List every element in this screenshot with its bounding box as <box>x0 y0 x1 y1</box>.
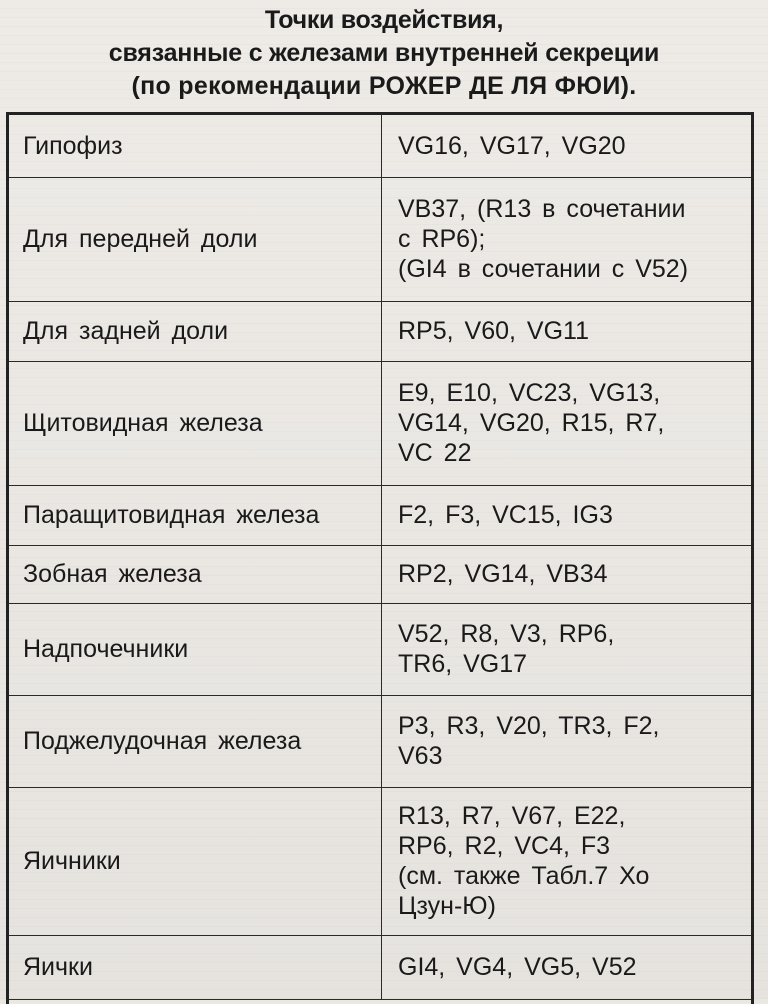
points-line: VG16, VG17, VG20 <box>398 131 626 160</box>
organ-cell: Паращитовидная железа <box>9 485 382 545</box>
table-row <box>9 787 751 935</box>
points-cell <box>382 115 752 177</box>
organ-cell: Надпочечники <box>9 603 382 695</box>
organ-cell: Яички <box>9 935 382 999</box>
points-line: RP2, VG14, VB34 <box>398 560 608 588</box>
points-line: R13, R7, V67, E22, <box>398 802 626 830</box>
points-line: E9, E10, VC23, VG13, <box>398 379 661 407</box>
organ-cell: Для задней доли <box>9 301 382 361</box>
points-line: с RP6); <box>398 225 486 253</box>
points-line: F2, F3, VC15, IG3 <box>398 501 613 529</box>
points-line: P3, R3, V20, TR3, F2, <box>398 712 660 740</box>
table-row <box>9 177 751 301</box>
organ-cell: Яичники <box>9 787 382 935</box>
table-row <box>9 361 751 485</box>
points-line: VC 22 <box>398 439 472 467</box>
points-cell <box>382 177 752 301</box>
points-cell <box>382 695 752 787</box>
points-line: (см. также Табл.7 Хо <box>398 862 650 890</box>
table-row <box>9 115 751 177</box>
points-cell <box>382 935 752 999</box>
organ-cell: Щитовидная железа <box>9 361 382 485</box>
points-cell <box>382 545 752 603</box>
table-row <box>9 935 751 999</box>
points-line: RP6, R2, VC4, F3 <box>398 832 611 860</box>
points-cell <box>382 361 752 485</box>
page-title <box>0 4 768 103</box>
points-line: Цзун-Ю) <box>398 892 496 920</box>
table-row <box>9 485 751 545</box>
organ-cell: Для передней доли <box>9 177 382 301</box>
points-cell <box>382 787 752 935</box>
points-table <box>6 112 754 1004</box>
table-row <box>9 545 751 603</box>
title-line-3: (по рекомендации РОЖЕР ДЕ ЛЯ ФЮИ). <box>131 72 637 100</box>
points-line: (GI4 в сочетании с V52) <box>398 255 689 283</box>
title-line-1: Точки воздействия, <box>264 6 504 34</box>
title-line-2: связанные с железами внутренней секреции <box>108 39 660 67</box>
table-row <box>9 603 751 695</box>
points-line: TR6, VG17 <box>398 650 528 678</box>
points-cell <box>382 603 752 695</box>
organ-cell: Гипофиз <box>9 115 382 177</box>
points-line: V63 <box>398 742 443 770</box>
points-line: V52, R8, V3, RP6, <box>398 620 615 648</box>
points-cell <box>382 485 752 545</box>
table-row <box>9 301 751 361</box>
points-line: VB37, (R13 в сочетании <box>398 195 686 223</box>
points-line: RP5, V60, VG11 <box>398 317 589 345</box>
points-line: VG14, VG20, R15, R7, <box>398 409 665 437</box>
organ-cell: Поджелудочная железа <box>9 695 382 787</box>
organ-cell: Зобная железа <box>9 545 382 603</box>
points-line: GI4, VG4, VG5, V52 <box>398 953 637 981</box>
table-row <box>9 695 751 787</box>
points-cell <box>382 301 752 361</box>
